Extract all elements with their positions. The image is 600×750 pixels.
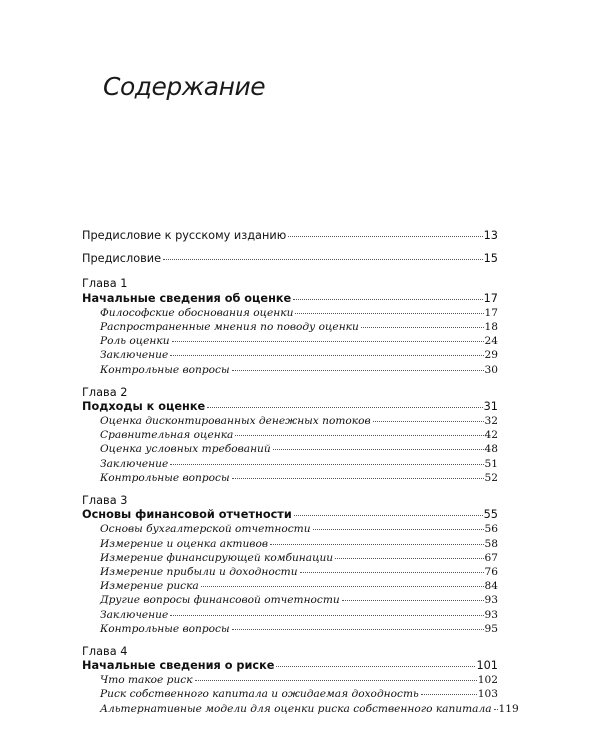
- toc-chapter-title[interactable]: [82, 292, 498, 306]
- table-of-contents: [82, 229, 519, 716]
- toc-entry-title: Начальные сведения о риске: [82, 659, 275, 673]
- toc-section-entry[interactable]: [82, 428, 498, 442]
- toc-entry-title: Заключение: [100, 349, 169, 362]
- toc-entry-title: Подходы к оценке: [82, 399, 206, 413]
- toc-section-entry[interactable]: [82, 363, 498, 377]
- chapter-label: Глава 2: [82, 385, 128, 399]
- dot-leader: [232, 629, 484, 630]
- dot-leader: [235, 435, 483, 436]
- toc-entry-title: Что такое риск: [100, 674, 193, 687]
- toc-entry-page: 29: [484, 349, 498, 362]
- toc-entry-title: Философские обоснования оценки: [100, 306, 294, 319]
- toc-entry-page: 51: [484, 457, 498, 470]
- dot-leader: [273, 449, 484, 450]
- dot-leader: [201, 586, 484, 587]
- toc-entry-page: 67: [484, 551, 498, 564]
- toc-section-entry[interactable]: [82, 414, 498, 428]
- toc-entry-foreword[interactable]: [82, 252, 498, 266]
- toc-entry-page: 31: [483, 399, 498, 413]
- dot-leader: [170, 464, 483, 465]
- dot-leader: [170, 355, 483, 356]
- toc-section-entry[interactable]: [82, 608, 498, 622]
- toc-entry-title: Оценка дисконтированных денежных потоков: [100, 415, 371, 428]
- dot-leader: [494, 709, 498, 710]
- toc-entry-page: 93: [484, 608, 498, 621]
- toc-entry-title: Измерение риска: [100, 580, 199, 593]
- dot-leader: [172, 341, 484, 342]
- toc-entry-page: 95: [484, 622, 498, 635]
- toc-entry-page: 101: [476, 659, 498, 673]
- toc-section-entry[interactable]: [82, 334, 498, 348]
- toc-entry-page: 18: [484, 320, 498, 333]
- toc-entry-title: Измерение прибыли и доходности: [100, 565, 298, 578]
- dot-leader: [293, 299, 482, 300]
- toc-entry-page: 17: [483, 291, 498, 305]
- dot-leader: [300, 572, 484, 573]
- toc-entry-page: 103: [477, 688, 498, 701]
- toc-section-entry[interactable]: [82, 320, 498, 334]
- dot-leader: [163, 259, 483, 260]
- dot-leader: [232, 478, 484, 479]
- toc-entry-title: Альтернативные модели для оценки риска собственного капитала: [100, 702, 492, 715]
- dot-leader: [207, 407, 482, 408]
- chapter-label: Глава 1: [82, 277, 128, 291]
- toc-section-entry[interactable]: [82, 622, 498, 636]
- toc-entry-title: Начальные сведения об оценке: [82, 291, 292, 305]
- dot-leader: [361, 327, 484, 328]
- toc-entry-title: Измерение и оценка активов: [100, 537, 268, 550]
- toc-entry-title: Контрольные вопросы: [100, 622, 230, 635]
- dot-leader: [270, 544, 484, 545]
- toc-section-entry[interactable]: [82, 471, 498, 485]
- page-title: Содержание: [103, 72, 266, 101]
- dot-leader: [373, 421, 484, 422]
- toc-entry-title: Оценка условных требований: [100, 443, 271, 456]
- toc-entry-title: Основы финансовой отчетности: [82, 508, 292, 522]
- toc-entry-title: Другие вопросы финансовой отчетности: [100, 594, 340, 607]
- toc-entry-page: 102: [477, 674, 498, 687]
- toc-entry-title: Заключение: [100, 608, 169, 621]
- dot-leader: [276, 666, 475, 667]
- chapter-label: Глава 3: [82, 494, 128, 507]
- toc-section-entry[interactable]: [82, 348, 498, 362]
- toc-entry-title: Риск собственного капитала и ожидаемая доходность: [100, 688, 419, 701]
- toc-entry-title: Контрольные вопросы: [100, 471, 230, 484]
- toc-entry-title: Основы бухгалтерской отчетности: [100, 523, 311, 536]
- toc-entry-title: Предисловие: [82, 252, 162, 266]
- toc-entry-page: 24: [484, 335, 498, 348]
- toc-entry-page: 55: [483, 508, 498, 522]
- toc-entry-foreword-russian[interactable]: [82, 229, 498, 243]
- toc-entry-page: 30: [484, 363, 498, 376]
- toc-section-entry[interactable]: [82, 702, 519, 716]
- toc-entry-page: 13: [483, 229, 498, 242]
- toc-entry-page: 52: [484, 471, 498, 484]
- toc-section-entry[interactable]: [82, 551, 498, 565]
- toc-section-entry[interactable]: [82, 673, 498, 687]
- dot-leader: [295, 313, 483, 314]
- dot-leader: [288, 236, 482, 237]
- toc-entry-page: 48: [484, 443, 498, 456]
- toc-entry-page: 42: [484, 429, 498, 442]
- toc-entry-page: 76: [484, 565, 498, 578]
- toc-entry-title: Контрольные вопросы: [100, 363, 230, 376]
- toc-section-entry[interactable]: [82, 565, 498, 579]
- dot-leader: [421, 694, 477, 695]
- dot-leader: [232, 370, 484, 371]
- toc-chapter-title[interactable]: [82, 508, 498, 522]
- toc-entry-title: Сравнительная оценка: [100, 429, 234, 442]
- toc-section-entry[interactable]: [82, 579, 498, 593]
- toc-entry-title: Распространенные мнения по поводу оценки: [100, 320, 359, 333]
- dot-leader: [342, 600, 484, 601]
- dot-leader: [170, 615, 483, 616]
- toc-chapter-title[interactable]: [82, 400, 498, 414]
- dot-leader: [195, 680, 477, 681]
- toc-entry-title: Предисловие к русскому изданию: [82, 229, 287, 242]
- toc-section-entry[interactable]: [82, 522, 498, 536]
- dot-leader: [294, 515, 483, 516]
- toc-section-entry[interactable]: [82, 593, 498, 607]
- toc-entry-title: Измерение финансирующей комбинации: [100, 551, 334, 564]
- toc-entry-title: Роль оценки: [100, 335, 170, 348]
- toc-section-entry[interactable]: [82, 457, 498, 471]
- chapter-label: Глава 4: [82, 644, 128, 658]
- toc-entry-page: 15: [483, 252, 498, 266]
- toc-entry-page: 119: [498, 702, 519, 715]
- toc-section-entry[interactable]: [82, 687, 498, 701]
- toc-entry-page: 56: [484, 523, 498, 536]
- dot-leader: [313, 529, 484, 530]
- toc-entry-page: 17: [484, 306, 498, 319]
- toc-chapter-title[interactable]: [82, 659, 498, 673]
- toc-section-entry[interactable]: [82, 537, 498, 551]
- dot-leader: [335, 558, 483, 559]
- toc-entry-page: 84: [484, 580, 498, 593]
- toc-entry-page: 58: [484, 537, 498, 550]
- toc-section-entry[interactable]: [82, 442, 498, 456]
- toc-entry-title: Заключение: [100, 457, 169, 470]
- toc-entry-page: 32: [484, 415, 498, 428]
- toc-entry-page: 93: [484, 594, 498, 607]
- toc-section-entry[interactable]: [82, 306, 498, 320]
